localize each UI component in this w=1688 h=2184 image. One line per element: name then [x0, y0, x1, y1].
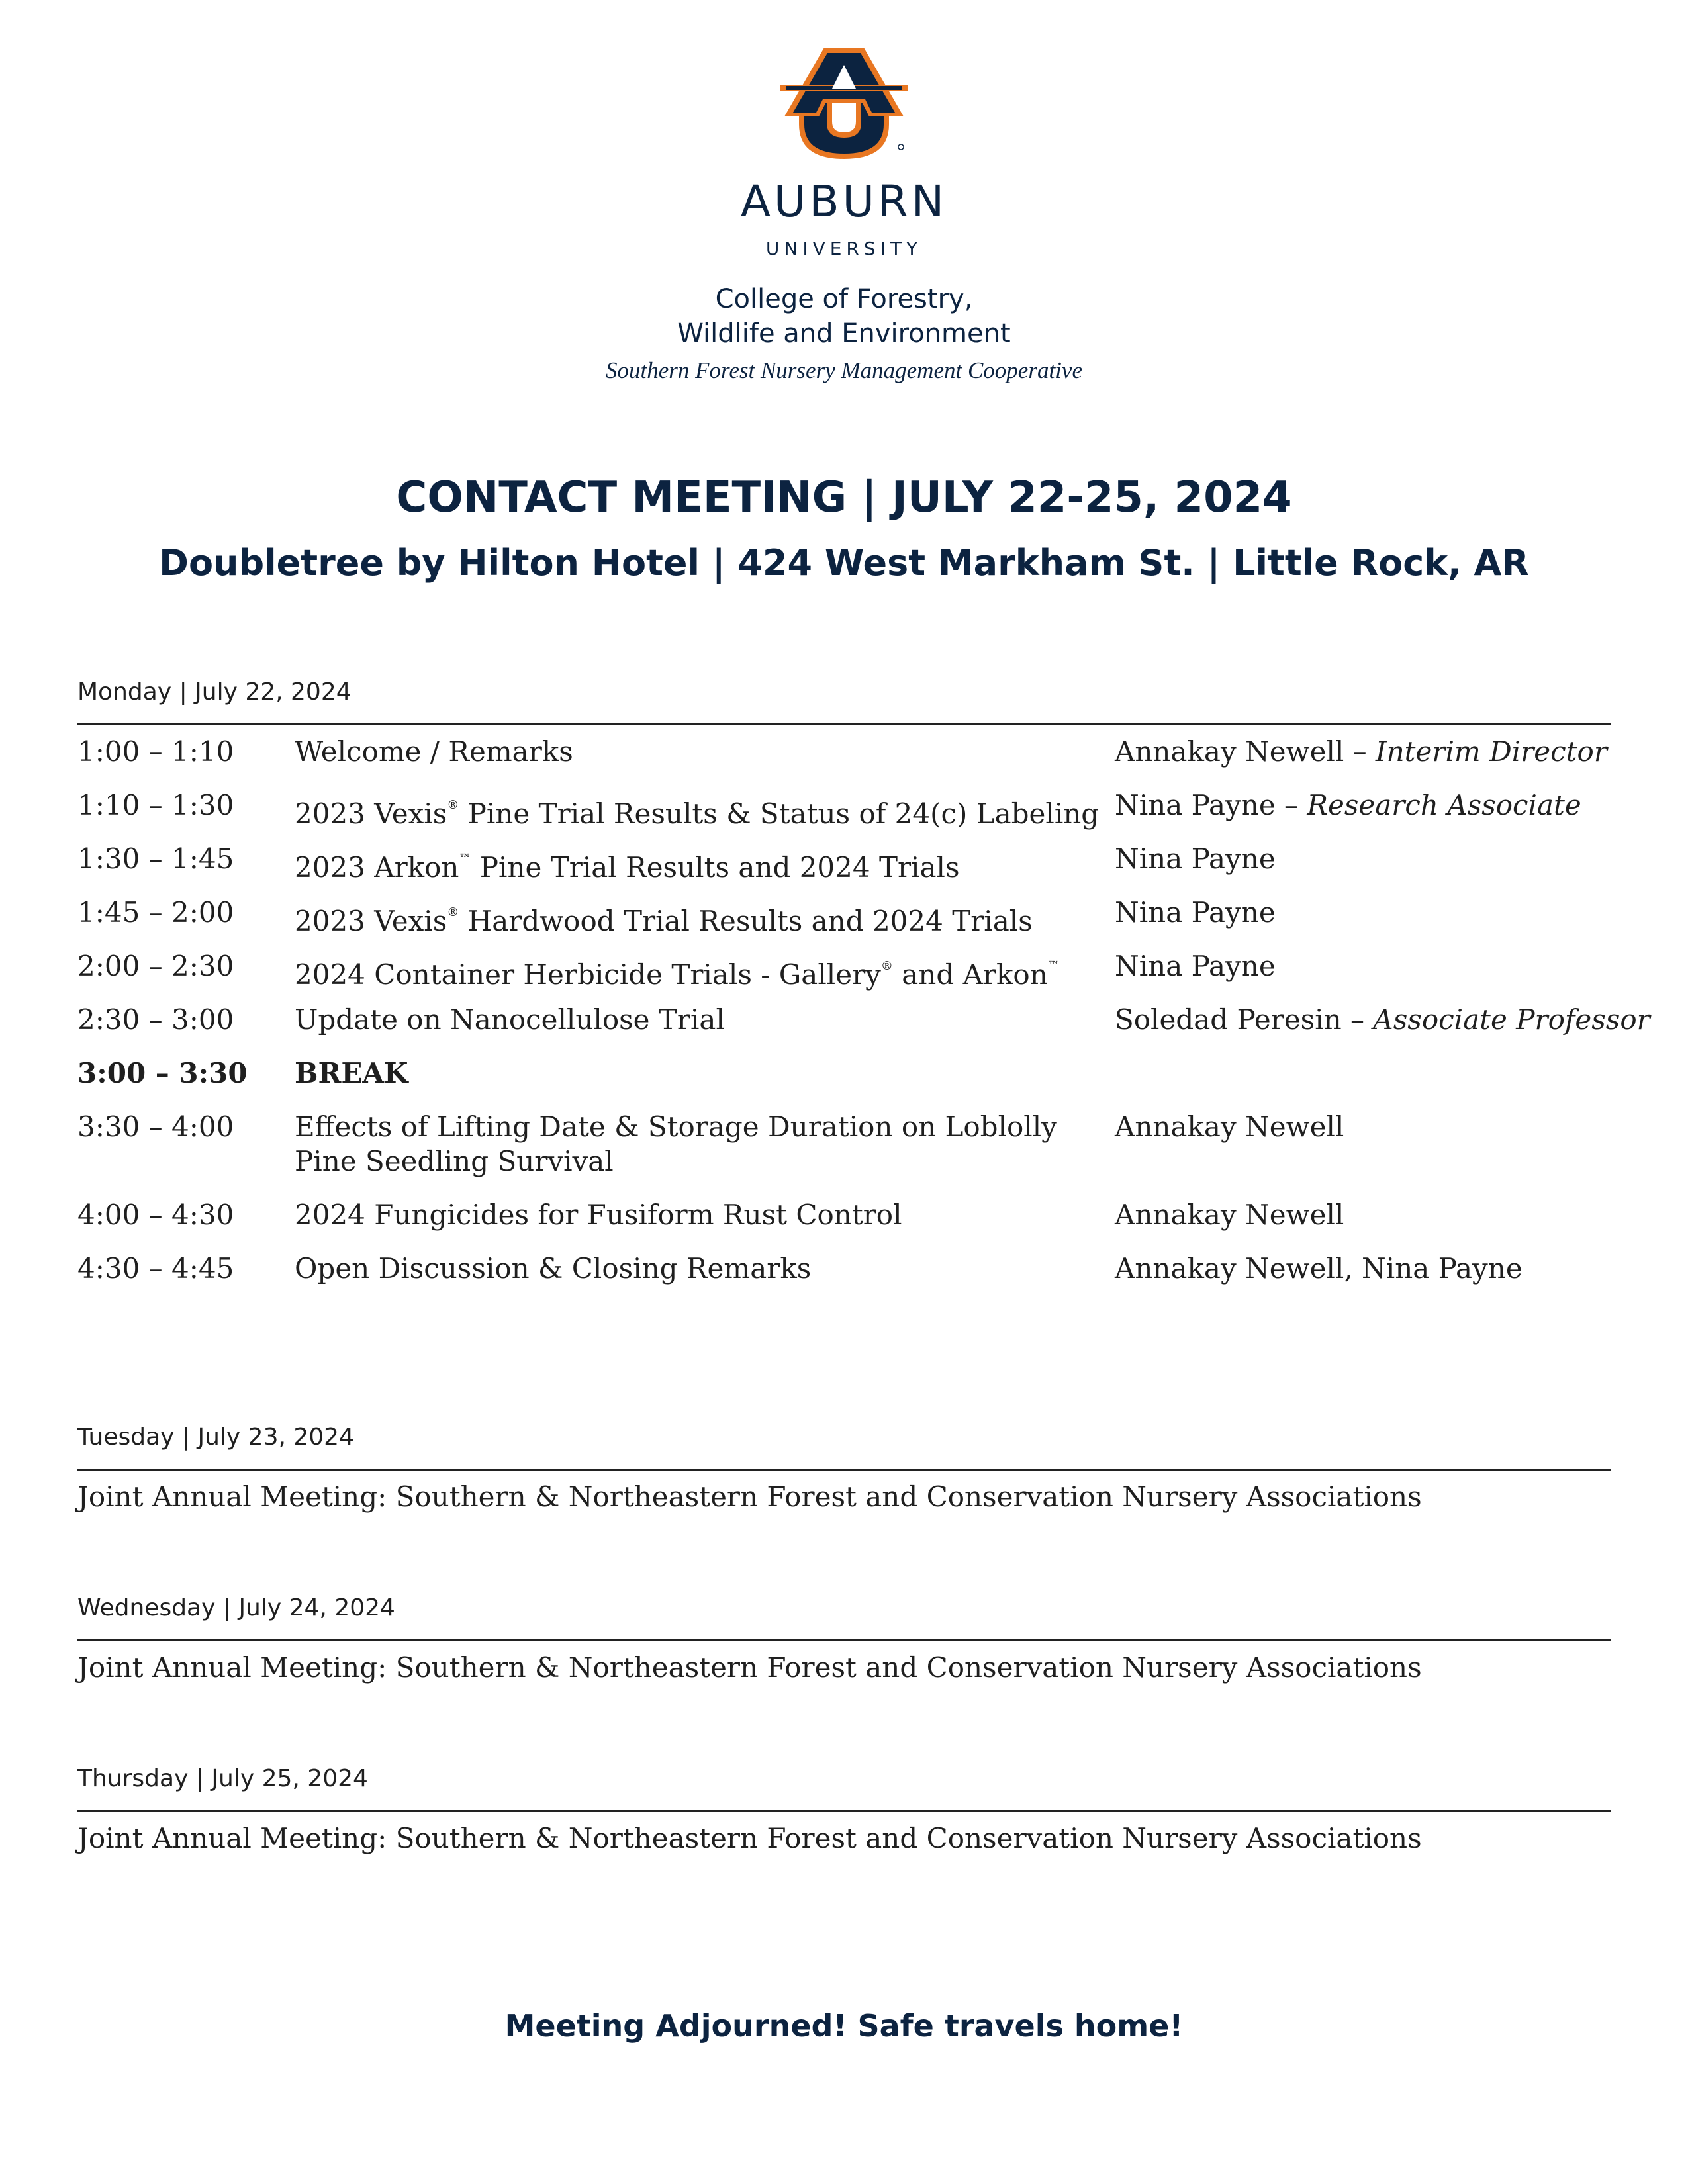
- page-title: CONTACT MEETING | JULY 22-25, 2024: [396, 473, 1292, 522]
- session-topic: BREAK: [295, 1057, 408, 1089]
- session-topic: 2023 Vexis® Hardwood Trial Results and 2024 Trials: [295, 905, 1033, 937]
- session-speaker: Nina Payne – Research Associate: [1115, 789, 1581, 821]
- session-time: 2:00 – 2:30: [77, 950, 234, 982]
- session-time: 1:00 – 1:10: [77, 735, 234, 768]
- day-heading-thursday: Thursday | July 25, 2024: [77, 1765, 368, 1792]
- session-time: 2:30 – 3:00: [77, 1003, 234, 1036]
- session-time: 4:00 – 4:30: [77, 1199, 234, 1231]
- session-topic: 2024 Fungicides for Fusiform Rust Control: [295, 1199, 902, 1231]
- session-topic: Update on Nanocellulose Trial: [295, 1003, 725, 1036]
- divider: [77, 1469, 1611, 1471]
- session-speaker: Soledad Peresin – Associate Professor: [1115, 1003, 1650, 1036]
- session-speaker: Annakay Newell, Nina Payne: [1115, 1252, 1523, 1285]
- day-heading-tuesday: Tuesday | July 23, 2024: [77, 1424, 354, 1451]
- session-topic: 2023 Arkon™ Pine Trial Results and 2024 Trials: [295, 851, 960, 884]
- session-topic: Open Discussion & Closing Remarks: [295, 1252, 812, 1285]
- divider: [77, 1639, 1611, 1641]
- session-time: 1:10 – 1:30: [77, 789, 234, 821]
- divider: [77, 1810, 1611, 1812]
- session-time: 4:30 – 4:45: [77, 1252, 234, 1285]
- brand-subname: UNIVERSITY: [765, 238, 923, 259]
- divider: [77, 723, 1611, 725]
- session-topic: 2024 Container Herbicide Trials - Gallery® and Arkon™: [295, 958, 1060, 991]
- day-description: Joint Annual Meeting: Southern & Northeastern Forest and Conservation Nursery Associations: [77, 1651, 1422, 1684]
- venue-subtitle: Doubletree by Hilton Hotel | 424 West Markham St. | Little Rock, AR: [159, 542, 1529, 584]
- session-speaker: Nina Payne: [1115, 842, 1276, 875]
- auburn-au-logo: [778, 48, 910, 160]
- closing-message: Meeting Adjourned! Safe travels home!: [504, 2008, 1184, 2044]
- college-name-line1: College of Forestry,: [715, 284, 973, 314]
- session-speaker: Annakay Newell – Interim Director: [1115, 735, 1607, 768]
- session-speaker: Annakay Newell: [1115, 1111, 1344, 1143]
- session-topic: 2023 Vexis® Pine Trial Results & Status of 24(c) Labeling: [295, 797, 1100, 830]
- session-speaker: Nina Payne: [1115, 896, 1276, 929]
- session-time: 3:30 – 4:00: [77, 1111, 234, 1143]
- session-topic: Effects of Lifting Date & Storage Duration on Loblolly Pine Seedling Survival: [295, 1111, 1057, 1177]
- day-description: Joint Annual Meeting: Southern & Northeastern Forest and Conservation Nursery Associations: [77, 1480, 1422, 1513]
- session-time: 1:30 – 1:45: [77, 842, 234, 875]
- day-description: Joint Annual Meeting: Southern & Northeastern Forest and Conservation Nursery Associations: [77, 1822, 1422, 1854]
- day-heading-wednesday: Wednesday | July 24, 2024: [77, 1594, 395, 1621]
- session-speaker: Nina Payne: [1115, 950, 1276, 982]
- brand-name: AUBURN: [740, 176, 948, 227]
- college-name-line2: Wildlife and Environment: [677, 318, 1011, 349]
- session-speaker: Annakay Newell: [1115, 1199, 1344, 1231]
- session-topic: Welcome / Remarks: [295, 735, 573, 768]
- session-time: 1:45 – 2:00: [77, 896, 234, 929]
- day-heading-monday: Monday | July 22, 2024: [77, 678, 352, 705]
- session-time: 3:00 – 3:30: [77, 1057, 248, 1089]
- cooperative-name: Southern Forest Nursery Management Cooperative: [606, 357, 1082, 383]
